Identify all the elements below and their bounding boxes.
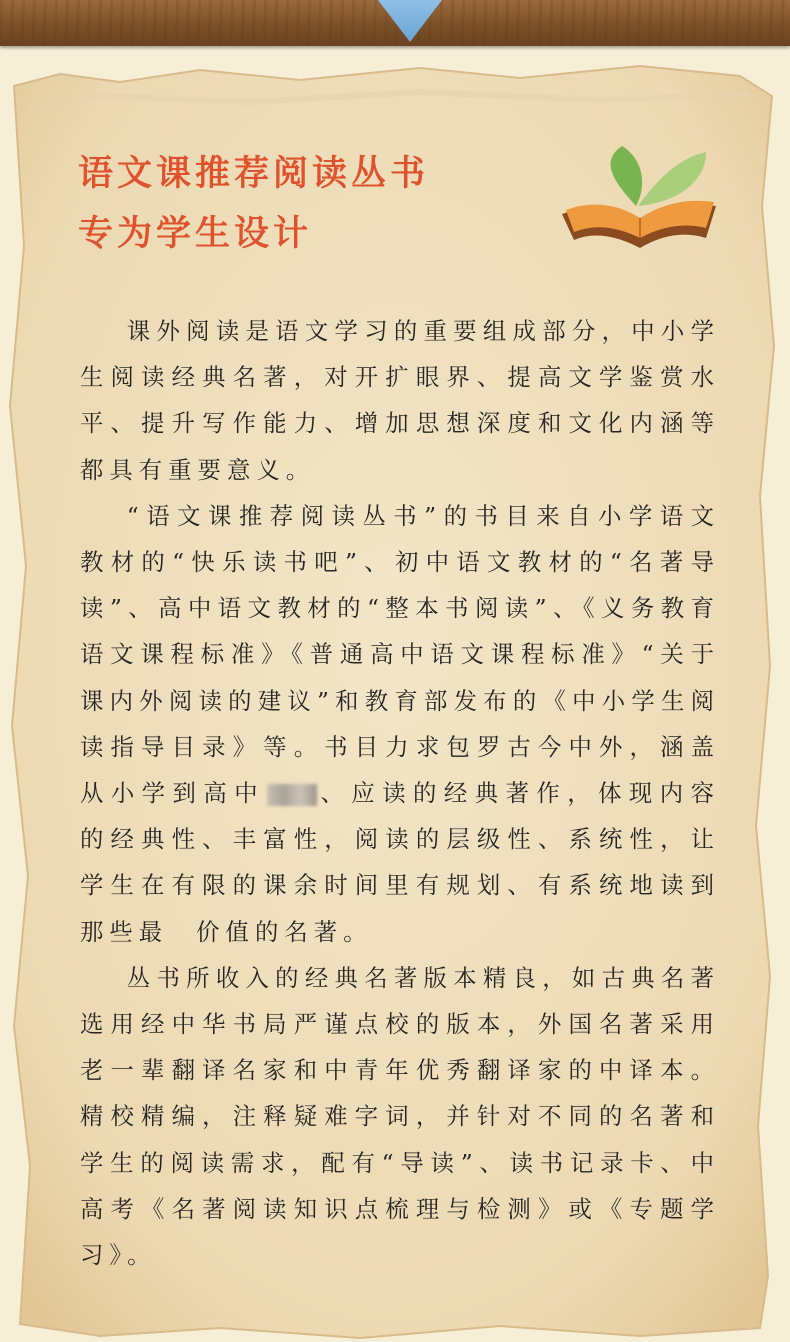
paragraph-2-part-c: 价值的名著。 (196, 917, 373, 946)
blurred-text (267, 784, 317, 806)
book-with-leaves-icon (556, 140, 726, 260)
paragraph-2-part-b: 、应读的经典著作，体现内容的经典性、丰富性，阅读的层级性、系统性，让学生在有限的课余时间里有规划、有系统地读到那些最 (80, 779, 721, 946)
paragraph-1: 课外阅读是语文学习的重要组成部分，中小学生阅读经典名著，对开扩眼界、提高文学鉴赏水平、提升写作能力、增加思想深度和文化内涵等都具有重要意义。 (80, 317, 720, 484)
paragraph-2 (80, 493, 720, 955)
paragraph-3: 丛书所收入的经典名著版本精良，如古典名著选用经中华书局严谨点校的版本，外国名著采用老一辈翻译名家和中青年优秀翻译家的中译本。精校精编，注释疑难字词，并针对不同的名著和学生的阅读需求，配有“导读”、读书记录卡、中高考《名著阅读知识点梳理与检测》或《专题学习》。 (80, 963, 720, 1270)
page-title-line-2: 专为学生设计 (78, 213, 313, 254)
article-body (80, 308, 720, 1278)
paragraph-2-part-a: “语文课推荐阅读丛书”的书目来自小学语文教材的“快乐读书吧”、初中语文教材的“名著导读”、高中语文教材的“整本书阅读”、《义务教育语文课程标准》《普通高中语文课程标准》“关于课内外阅读的建议”和教育部发布的《中小学生阅读指导目录》等。书目力求包罗古今中外，涵盖从小学到高中 (80, 501, 720, 808)
page-title-line-1: 语文课推荐阅读丛书 (78, 153, 430, 194)
